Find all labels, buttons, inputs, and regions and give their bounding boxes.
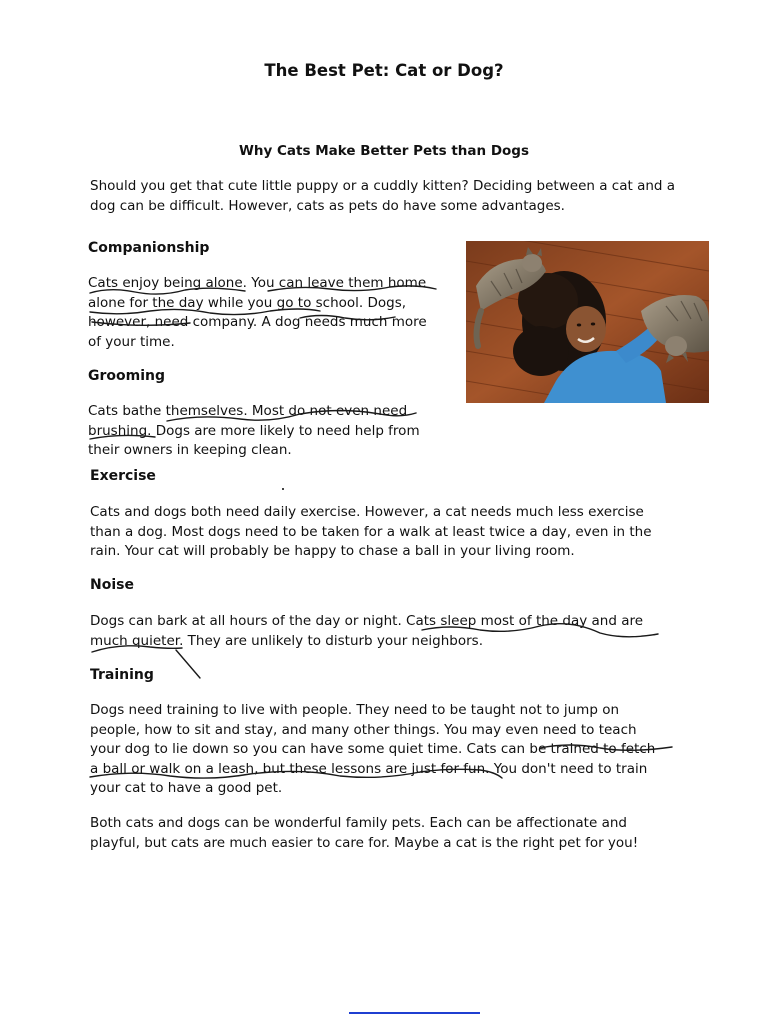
text-line: Cats bathe themselves. Most do not even need	[88, 403, 408, 419]
section-heading-grooming: Grooming	[88, 368, 166, 384]
text-line: their owners in keeping clean.	[88, 442, 292, 458]
text-line: Cats and dogs both need daily exercise. However, a cat needs much less exercise	[90, 504, 644, 520]
page-indicator-bar	[349, 1012, 480, 1014]
text-line: of your time.	[88, 333, 175, 350]
text-line: playful, but cats are much easier to care for. Maybe a cat is the right pet for you!	[90, 834, 639, 851]
section-body-exercise	[90, 503, 652, 562]
text-line: your cat to have a good pet.	[90, 780, 283, 796]
text-line: brushing. Dogs are more likely to need help from	[88, 422, 420, 439]
annotation-underline	[176, 650, 200, 678]
intro-paragraph: Should you get that cute little puppy or a cuddly kitten? Deciding between a cat and a dog can be difficult. However, cats as pets do have some advantages.	[90, 178, 676, 214]
text-line: Dogs need training to live with people. They need to be taught not to jump on	[90, 702, 620, 718]
text-line: than a dog. Most dogs need to be taken for a walk at least twice a day, even in the	[90, 523, 652, 540]
section-heading-companionship: Companionship	[88, 240, 210, 256]
girl-with-cats-photo	[466, 241, 709, 403]
section-body-companionship	[88, 274, 427, 352]
text-line: alone for the day while you go to school. Dogs,	[88, 294, 407, 311]
section-heading-noise: Noise	[90, 577, 134, 593]
text-line: your dog to lie down so you can have some quiet time. Cats can be trained to fetch	[90, 741, 656, 757]
text-line: people, how to sit and stay, and many other things. You may even need to teach	[90, 721, 637, 738]
text-line: however, need company. A dog needs much more	[88, 314, 427, 330]
text-line: rain. Your cat will probably be happy to chase a ball in your living room.	[90, 543, 575, 559]
section-body-training	[90, 701, 655, 799]
text-line: much quieter. They are unlikely to disturb your neighbors.	[90, 632, 483, 649]
stray-dot	[282, 488, 284, 490]
section-body-noise	[90, 612, 643, 651]
text-line: Dogs can bark at all hours of the day or night. Cats sleep most of the day and are	[90, 613, 644, 629]
section-body-grooming	[88, 402, 420, 461]
conclusion-paragraph	[90, 814, 638, 853]
text-line: Both cats and dogs can be wonderful family pets. Each can be affectionate and	[90, 815, 627, 831]
document-subtitle: Why Cats Make Better Pets than Dogs	[239, 143, 529, 159]
text-line: a ball or walk on a leash, but these lessons are just for fun. You don't need to train	[90, 760, 648, 777]
text-line: Cats enjoy being alone. You can leave them home	[88, 275, 427, 291]
document-title: The Best Pet: Cat or Dog?	[264, 61, 504, 80]
section-heading-exercise: Exercise	[90, 468, 156, 484]
section-heading-training: Training	[90, 667, 154, 683]
